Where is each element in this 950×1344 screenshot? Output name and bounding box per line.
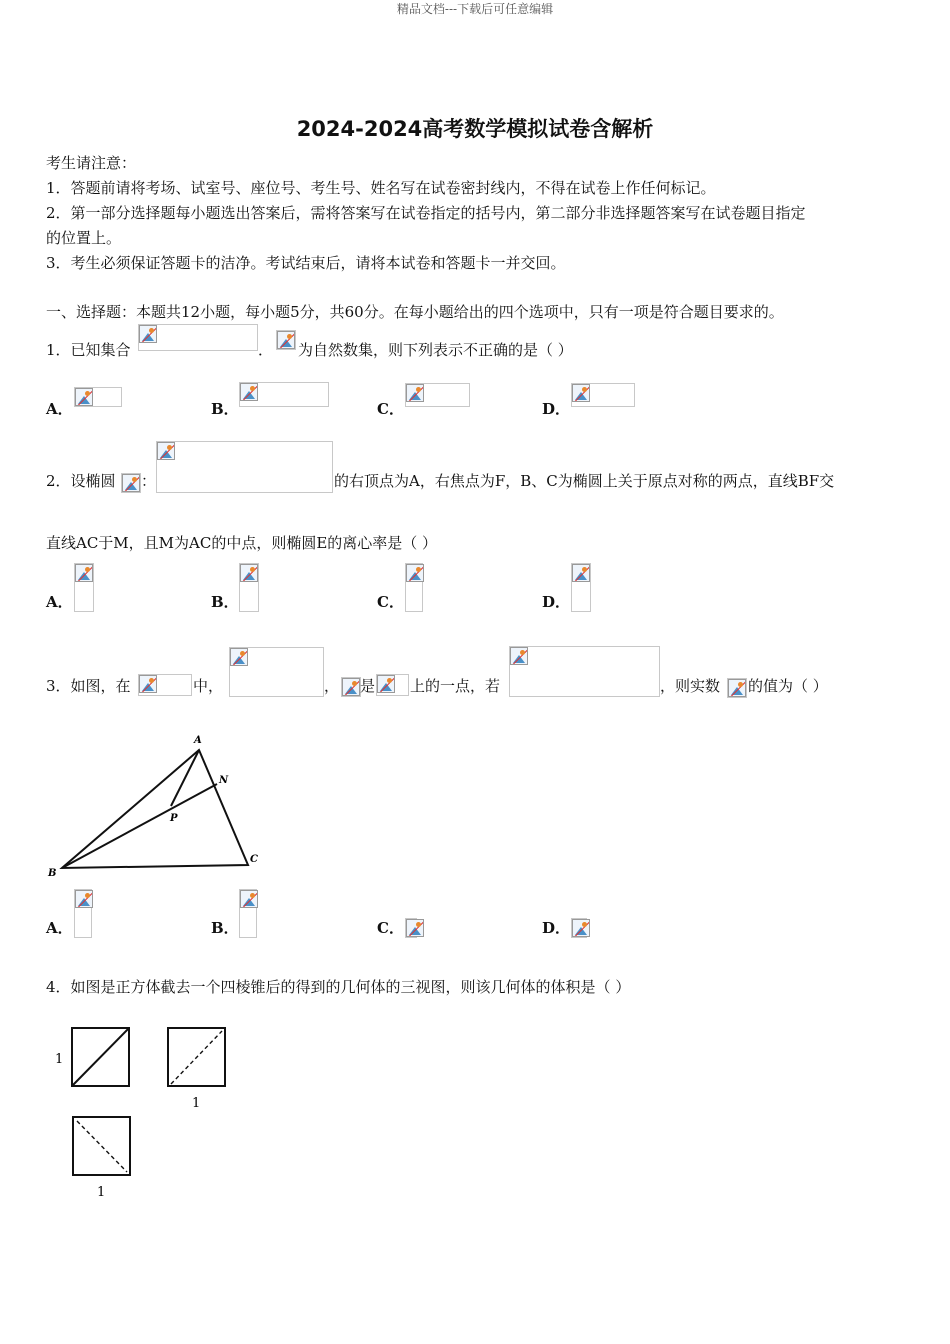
q2-line2: 直线AC于M，且M为AC的中点，则椭圆E的离心率是（ ） [46, 534, 438, 552]
q2-option-b-image [239, 563, 259, 612]
q3-mid3: ，则实数 [660, 677, 721, 695]
q2-ellipse-name-image [121, 473, 141, 493]
q2-option-c-image [405, 563, 423, 612]
broken-image-icon [230, 648, 248, 666]
q3-option-d-image [571, 918, 587, 938]
label-p: P [170, 813, 178, 824]
side-view-label: 1 [192, 1096, 201, 1111]
broken-image-icon [406, 919, 424, 937]
front-view-diagonal [72, 1028, 129, 1086]
q3-is: 是 [360, 677, 376, 695]
broken-image-icon [572, 564, 590, 582]
label-b: B [48, 868, 57, 879]
label-a: A [194, 735, 202, 746]
broken-image-icon [75, 388, 93, 406]
q3-prefix: 3．如图，在 [46, 677, 131, 695]
broken-image-icon [406, 564, 424, 582]
q1-set-image [276, 330, 296, 350]
three-view-figure [40, 1015, 260, 1215]
broken-image-icon [122, 474, 140, 492]
broken-image-icon [510, 647, 528, 665]
line-bn [62, 784, 217, 868]
q2-prefix: 2．设椭圆 [46, 472, 116, 490]
top-view-label: 1 [97, 1185, 106, 1200]
q3-option-a-image [74, 889, 92, 938]
q3-point-image [341, 677, 361, 697]
broken-image-icon [157, 442, 175, 460]
notice-item-3: 3．考生必须保证答题卡的洁净。考试结束后，请将本试卷和答题卡一并交回。 [46, 254, 566, 272]
q1-suffix: 为自然数集，则下列表示不正确的是（ ） [298, 341, 573, 359]
top-view-hidden-diagonal [77, 1121, 127, 1172]
q3-mid2: 上的一点，若 [410, 677, 501, 695]
header-note: 精品文档---下载后可任意编辑 [396, 2, 554, 16]
q3-suffix: 的值为（ ） [748, 677, 828, 695]
q3-option-a-label: A． [46, 919, 73, 937]
broken-image-icon [75, 564, 93, 582]
broken-image-icon [75, 890, 93, 908]
q3-option-c-image [405, 918, 417, 938]
broken-image-icon [240, 383, 258, 401]
broken-image-icon [240, 890, 258, 908]
q3-vector-image [509, 646, 660, 697]
q1-option-a-image [74, 387, 122, 407]
q3-mid1: 中， [193, 677, 224, 695]
notice-heading: 考生请注意： [46, 154, 137, 172]
q3-option-b-label: B． [211, 919, 239, 937]
q3-triangle-image [138, 674, 192, 696]
side-view-hidden-diagonal [171, 1031, 222, 1084]
q1-option-c-label: C． [377, 400, 404, 418]
q2-option-a-image [74, 563, 94, 612]
q3-option-c-label: C． [377, 919, 404, 937]
q4-text: 4．如图是正方体截去一个四棱锥后的得到的几何体的三视图，则该几何体的体积是（ ） [46, 978, 631, 996]
broken-image-icon [377, 675, 395, 693]
q2-option-d-image [571, 563, 591, 612]
front-view-label: 1 [55, 1052, 64, 1067]
label-c: C [250, 854, 258, 865]
q2-option-c-label: C． [377, 593, 404, 611]
notice-item-2-cont: 的位置上。 [46, 229, 122, 247]
broken-image-icon [572, 919, 590, 937]
q2-suffix: 的右顶点为A，右焦点为F，B、C为椭圆上关于原点对称的两点，直线BF交 [334, 472, 835, 490]
triangle-abc [62, 750, 248, 868]
q1-option-d-image [571, 383, 635, 407]
q1-option-c-image [405, 383, 470, 407]
broken-image-icon [572, 384, 590, 402]
q2-colon: ： [141, 472, 157, 490]
line-ap [171, 750, 199, 806]
q2-option-d-label: D． [542, 593, 571, 611]
notice-item-2: 2．第一部分选择题每小题选出答案后，需将答案写在试卷指定的括号内，第二部分非选择题答案写在试卷题目指定 [46, 204, 806, 222]
broken-image-icon [342, 678, 360, 696]
label-n: N [219, 775, 229, 786]
q1-dot: ． [258, 341, 274, 359]
notice-item-1: 1．答题前请将考场、试室号、座位号、考生号、姓名写在试卷密封线内，不得在试卷上作任何标记。 [46, 179, 716, 197]
q3-option-d-label: D． [542, 919, 571, 937]
broken-image-icon [139, 675, 157, 693]
q1-option-d-label: D． [542, 400, 571, 418]
q1-formula-image [138, 324, 258, 351]
broken-image-icon [277, 331, 295, 349]
q2-option-a-label: A． [46, 593, 73, 611]
q2-option-b-label: B． [211, 593, 239, 611]
q3-option-b-image [239, 889, 257, 938]
q3-comma: ， [324, 677, 340, 695]
q1-option-b-image [239, 382, 329, 407]
q3-segment-image [376, 674, 409, 696]
broken-image-icon [240, 564, 258, 582]
broken-image-icon [139, 325, 157, 343]
q1-prefix: 1．已知集合 [46, 341, 131, 359]
q2-ellipse-equation-image [156, 441, 333, 493]
q1-option-a-label: A． [46, 400, 73, 418]
broken-image-icon [406, 384, 424, 402]
triangle-figure [40, 728, 280, 888]
q3-real-image [727, 678, 747, 698]
q1-option-b-label: B． [211, 400, 239, 418]
q3-condition-image [229, 647, 324, 697]
page-title: 2024-2024高考数学模拟试卷含解析 [296, 117, 654, 141]
broken-image-icon [728, 679, 746, 697]
section-heading: 一、选择题：本题共12小题，每小题5分，共60分。在每小题给出的四个选项中，只有一项是符合题目要求的。 [46, 303, 784, 321]
